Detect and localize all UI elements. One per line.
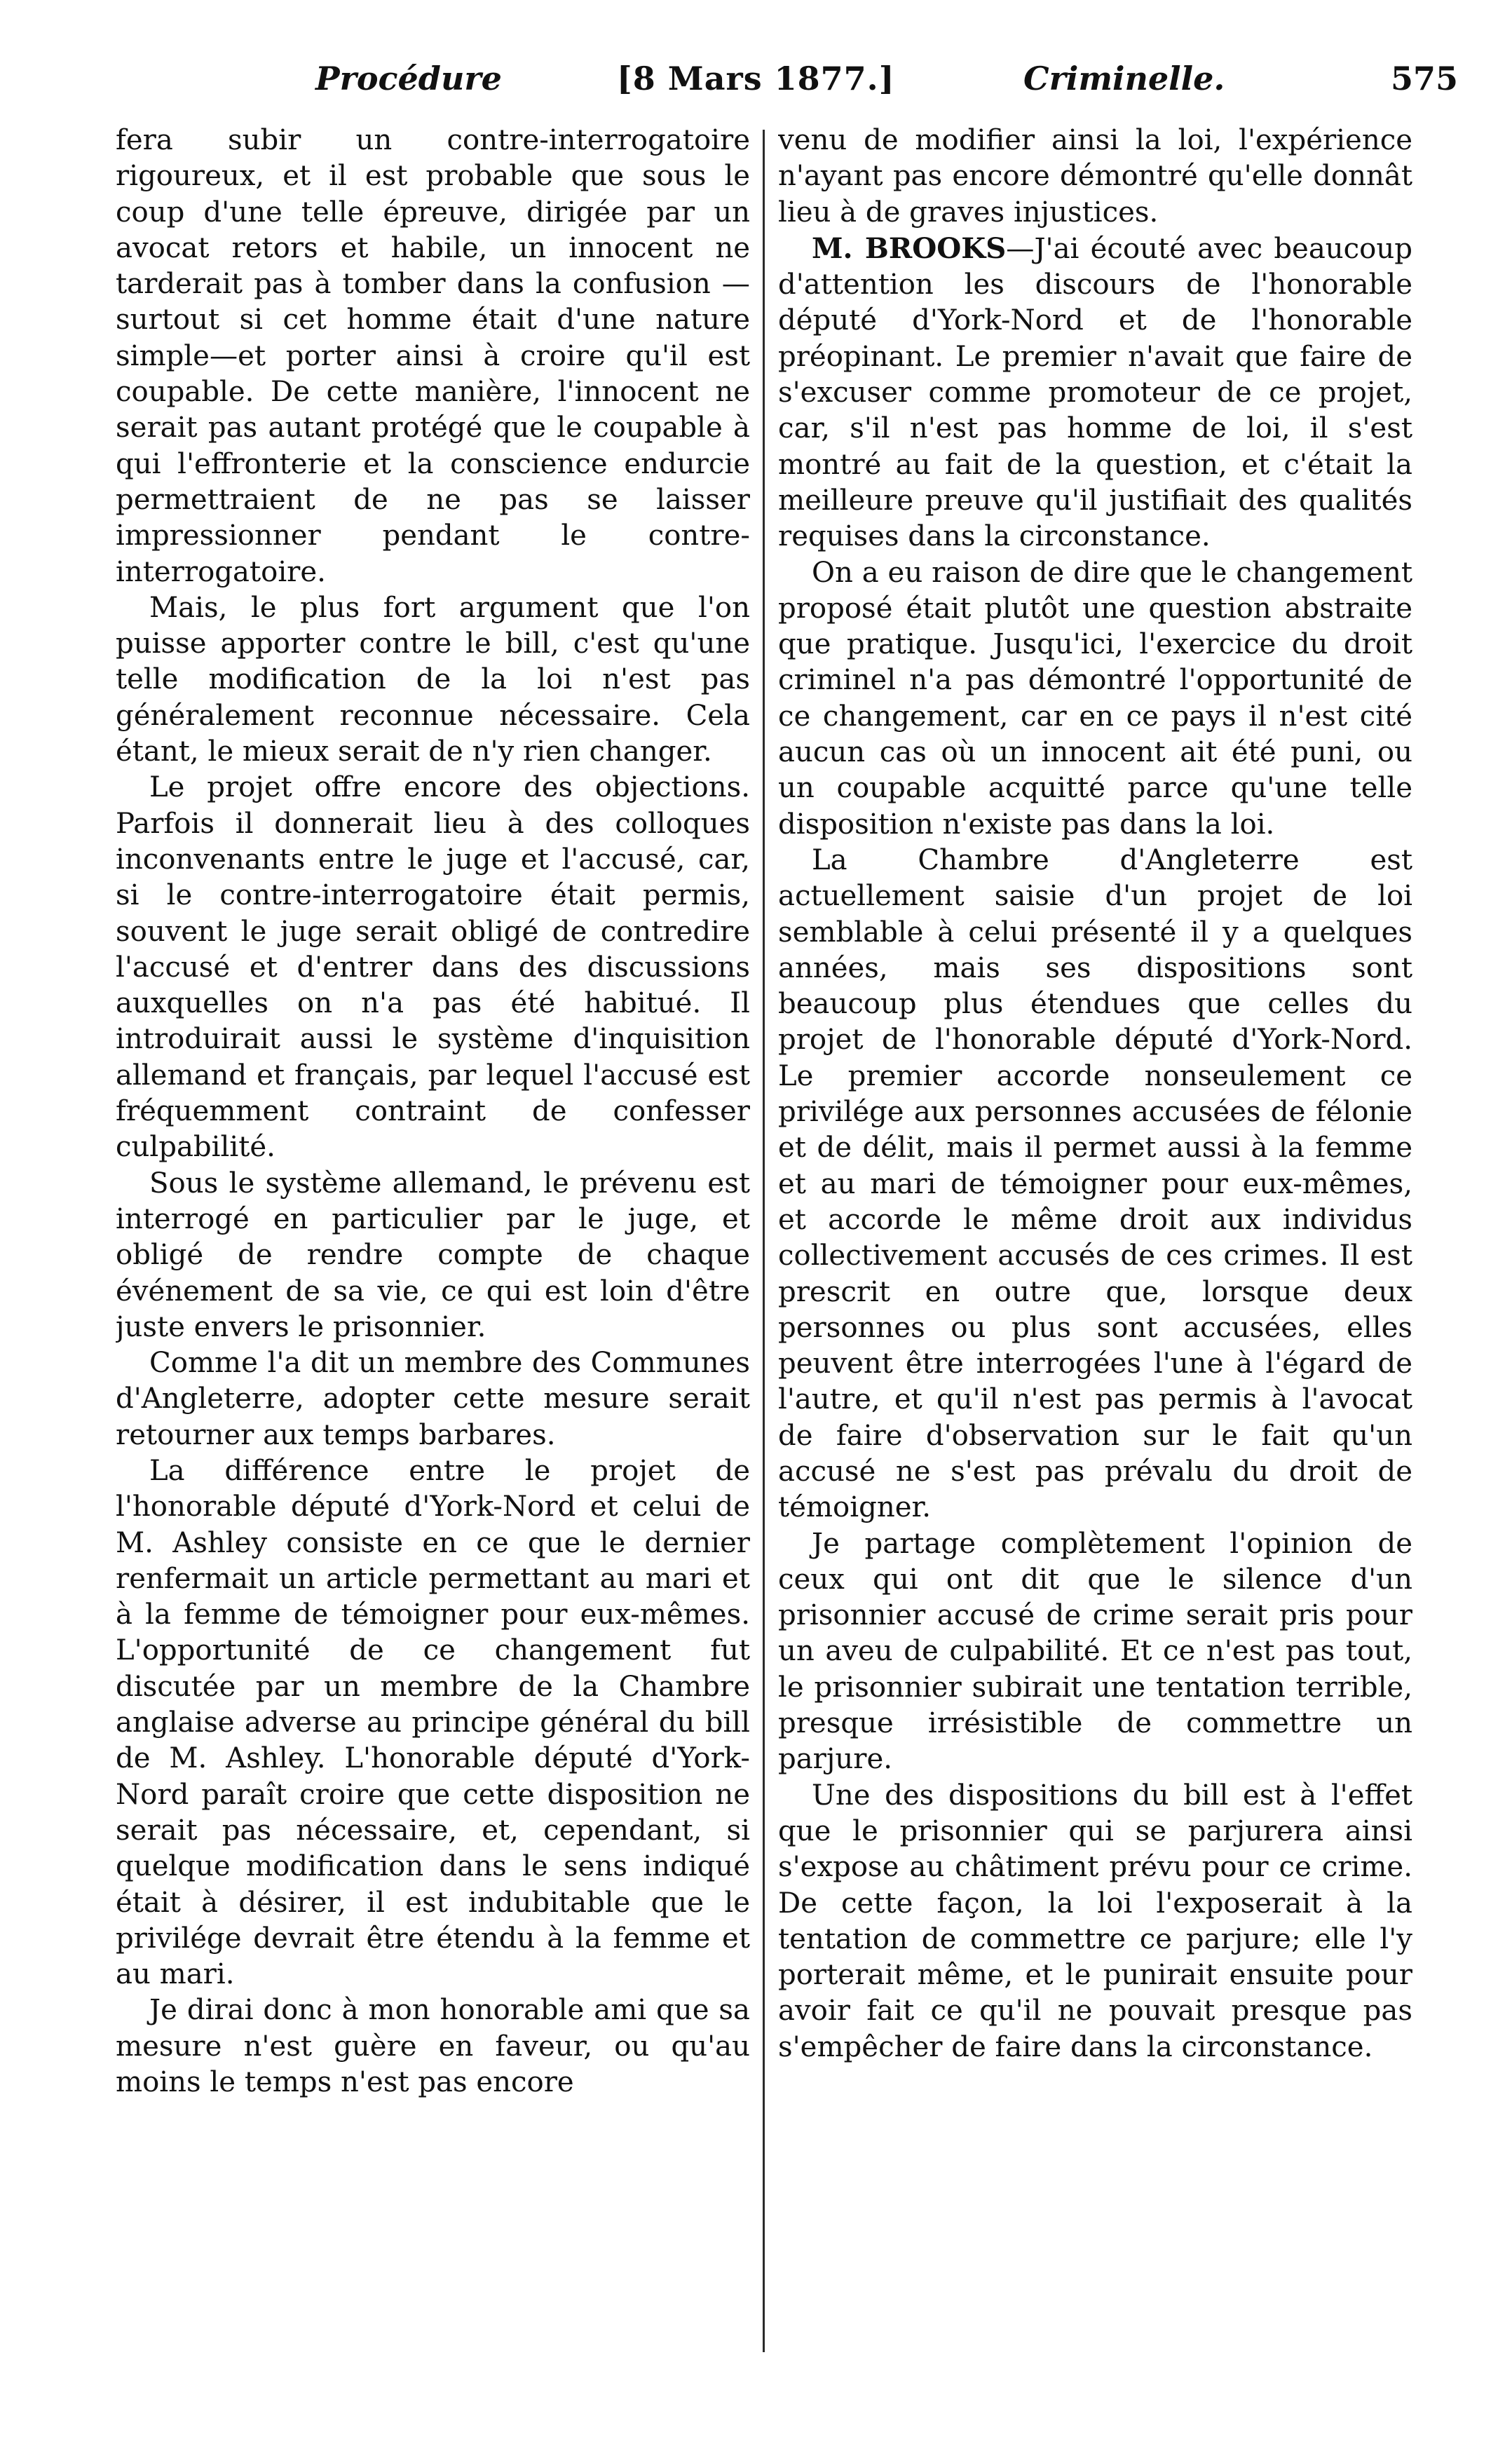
speaker-text: —J'ai écouté avec beaucoup d'attention les discours de l'honorable député d'York-Nord et de l'honorable préopinant. Le premier n'avait que faire de s'excuser comme promoteur de ce projet, car, s'il n'est pas homme de loi, il s'est montré au fait de la question, et c'était la meilleure preuve qu'il justifiait des qualités requises dans la circonstance. bbox=[778, 232, 1412, 553]
paragraph: Je partage complètement l'opinion de ceux qui ont dit que le silence d'un prisonnier accusé de crime serait pris pour un aveu de culpabilité. Et ce n'est pas tout, le prisonnier subirait une tentation terrible, presque irrésistible de commettre un parjure. bbox=[778, 1527, 1412, 1776]
paragraph: fera subir un contre-interrogatoire rigoureux, et il est probable que sous le coup d'une telle épreuve, dirigée par un avocat retors et habile, un innocent ne tarderait pas à tomber dans la confusion — surtout si cet homme était d'une nature simple—et porter ainsi à croire qu'il est coupable. De cette manière, l'innocent ne serait pas autant protégé que le coupable à qui l'effronterie et la conscience endurcie permettraient de ne pas se laisser impressionner pendant le contre-interrogatoire. bbox=[116, 124, 750, 588]
paragraph: Mais, le plus fort argument que l'on puisse apporter contre le bill, c'est qu'une telle modification de la loi n'est pas généralement reconnue nécessaire. Cela étant, le mieux serait de n'y rien changer. bbox=[116, 591, 750, 768]
paragraph: On a eu raison de dire que le changement proposé était plutôt une question abstraite que pratique. Jusqu'ici, l'exercice du droit criminel n'a pas démontré l'opportunité de ce changement, car en ce pays il n'est cité aucun cas où un innocent ait été puni, ou un coupable acquitté parce qu'une telle disposition n'existe pas dans la loi. bbox=[778, 556, 1412, 841]
page-number: 575 bbox=[1390, 60, 1458, 97]
column-divider bbox=[763, 130, 765, 2352]
paragraph: Le projet offre encore des objections. Parfois il donnerait lieu à des colloques inconvenants entre le juge et l'accusé, car, si le contre-interrogatoire était permis, souvent le juge serait obligé de contredire l'accusé et d'entrer dans des discussions auxquelles on n'a pas été habitué. Il introduirait aussi le système d'inquisition allemand et français, par lequel l'accusé est fréquemment contraint de confesser culpabilité. bbox=[116, 771, 750, 1164]
running-header bbox=[112, 50, 1458, 107]
header-date: [8 Mars 1877.] bbox=[617, 60, 895, 97]
header-section-right: Criminelle. bbox=[1023, 60, 1225, 97]
paragraph: Sous le système allemand, le prévenu est interrogé en particulier par le juge, et obligé de rendre compte de chaque événement de sa vie, ce qui est loin d'être juste envers le prisonnier. bbox=[116, 1167, 750, 1343]
paragraph: venu de modifier ainsi la loi, l'expérience n'ayant pas encore démontré qu'elle donnât lieu à de graves injustices. bbox=[778, 124, 1412, 229]
paragraph: Une des dispositions du bill est à l'effet que le prisonnier qui se parjurera ainsi s'expose au châtiment prévu pour ce crime. De cette façon, la loi l'exposerait à la tentation de commettre ce parjure; elle l'y porterait même, et le punirait ensuite pour avoir fait ce qu'il ne pouvait presque pas s'empêcher de faire dans la circonstance. bbox=[778, 1779, 1412, 2063]
paragraph: Je dirai donc à mon honorable ami que sa mesure n'est guère en faveur, ou qu'au moins le temps n'est pas encore bbox=[116, 1994, 750, 2099]
right-column bbox=[778, 123, 1412, 2366]
speaker-paragraph bbox=[778, 231, 1412, 555]
paragraph: La différence entre le projet de l'honorable député d'York-Nord et celui de M. Ashley consiste en ce que le dernier renfermait un article permettant au mari et à la femme de témoigner pour eux-mêmes. L'opportunité de ce changement fut discutée par un membre de la Chambre anglaise adverse au principe général du bill de M. Ashley. L'honorable député d'York-Nord paraît croire que cette disposition ne serait pas nécessaire, et, cependant, si quelque modification dans le sens indiqué était à désirer, il est indubitable que le privilége devrait être étendu à la femme et au mari. bbox=[116, 1454, 750, 1991]
paragraph: La Chambre d'Angleterre est actuellement saisie d'un projet de loi semblable à celui présenté il y a quelques années, mais ses dispositions sont beaucoup plus étendues que celles du projet de l'honorable député d'York-Nord. Le premier accorde nonseulement ce privilége aux personnes accusées de félonie et de délit, mais il permet aussi à la femme et au mari de témoigner pour eux-mêmes, et accorde le même droit aux individus collectivement accusés de ces crimes. Il est prescrit en outre que, lorsque deux personnes ou plus sont accusées, elles peuvent être interrogées l'une à l'égard de l'autre, et qu'il n'est pas permis à l'avocat de faire d'observation sur le fait qu'un accusé ne s'est pas prévalu du droit de témoigner. bbox=[778, 843, 1412, 1524]
paragraph: Comme l'a dit un membre des Communes d'Angleterre, adopter cette mesure serait retourner aux temps barbares. bbox=[116, 1347, 750, 1451]
header-section-left: Procédure bbox=[315, 60, 502, 97]
left-column bbox=[116, 123, 750, 2366]
speaker-name: M. BROOKS bbox=[812, 231, 1007, 265]
